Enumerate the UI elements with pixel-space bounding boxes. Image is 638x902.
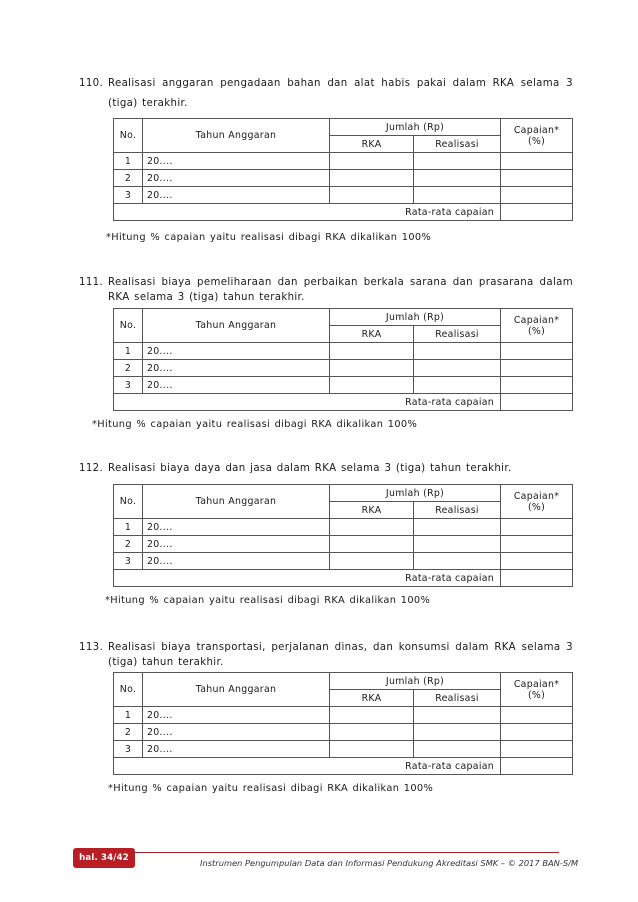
header-rka: RKA	[330, 502, 414, 519]
average-row	[114, 204, 573, 221]
question-111	[79, 275, 573, 305]
header-capaian-percent: (%)	[527, 689, 546, 701]
realisasi-cell	[414, 343, 501, 360]
row-number: 1	[114, 519, 143, 536]
calculation-note: *Hitung % capaian yaitu realisasi dibagi RKA dikalikan 100%	[105, 595, 431, 606]
realisasi-cell	[414, 519, 501, 536]
table-row	[114, 553, 573, 570]
rka-cell	[330, 519, 414, 536]
header-tahun-anggaran: Tahun Anggaran	[143, 485, 330, 519]
average-value-cell	[501, 758, 573, 775]
row-number: 2	[114, 724, 143, 741]
capaian-cell	[501, 343, 573, 360]
table-row	[114, 170, 573, 187]
average-row	[114, 758, 573, 775]
header-realisasi: Realisasi	[414, 690, 501, 707]
row-number: 2	[114, 360, 143, 377]
capaian-cell	[501, 153, 573, 170]
capaian-cell	[501, 741, 573, 758]
question-112	[79, 461, 573, 476]
capaian-cell	[501, 377, 573, 394]
capaian-cell	[501, 519, 573, 536]
question-text: Realisasi biaya transportasi, perjalanan dinas, dan konsumsi dalam RKA selama 3 (tiga) tahun terakhir.	[108, 642, 573, 668]
average-label: Rata-rata capaian	[114, 204, 501, 221]
rka-cell	[330, 170, 414, 187]
average-value-cell	[501, 394, 573, 411]
capaian-cell	[501, 553, 573, 570]
question-text: Realisasi biaya pemeliharaan dan perbaikan berkala sarana dan prasarana dalam RKA selama 3 (tiga) tahun terakhir.	[108, 277, 573, 303]
header-tahun-anggaran: Tahun Anggaran	[143, 673, 330, 707]
realisasi-cell	[414, 360, 501, 377]
realisasi-cell	[414, 707, 501, 724]
rka-cell	[330, 707, 414, 724]
capaian-cell	[501, 360, 573, 377]
header-capaian-percent: (%)	[527, 501, 546, 513]
table-row	[114, 724, 573, 741]
row-year: 20....	[143, 724, 330, 741]
realisasi-cell	[414, 170, 501, 187]
row-number: 3	[114, 377, 143, 394]
realisasi-cell	[414, 377, 501, 394]
average-row	[114, 394, 573, 411]
header-realisasi: Realisasi	[414, 326, 501, 343]
header-tahun-anggaran: Tahun Anggaran	[143, 309, 330, 343]
header-tahun-anggaran: Tahun Anggaran	[143, 119, 330, 153]
realisasi-cell	[414, 536, 501, 553]
average-row	[114, 570, 573, 587]
rka-cell	[330, 724, 414, 741]
question-110	[79, 74, 573, 114]
row-year: 20....	[143, 377, 330, 394]
question-number: 111.	[79, 277, 104, 288]
row-year: 20....	[143, 153, 330, 170]
realisasi-cell	[414, 724, 501, 741]
realisasi-cell	[414, 553, 501, 570]
row-number: 3	[114, 187, 143, 204]
header-capaian	[501, 485, 573, 519]
header-jumlah: Jumlah (Rp)	[330, 485, 501, 502]
realisasi-cell	[414, 187, 501, 204]
header-capaian-label: Capaian*	[513, 314, 560, 326]
rka-cell	[330, 553, 414, 570]
capaian-cell	[501, 536, 573, 553]
footer-divider	[73, 852, 559, 853]
average-label: Rata-rata capaian	[114, 394, 501, 411]
calculation-note: *Hitung % capaian yaitu realisasi dibagi RKA dikalikan 100%	[108, 783, 434, 794]
row-number: 3	[114, 741, 143, 758]
realisasi-cell	[414, 153, 501, 170]
budget-table	[113, 484, 573, 587]
row-year: 20....	[143, 519, 330, 536]
average-label: Rata-rata capaian	[114, 758, 501, 775]
header-capaian	[501, 309, 573, 343]
table-row	[114, 707, 573, 724]
realisasi-cell	[414, 741, 501, 758]
header-realisasi: Realisasi	[414, 502, 501, 519]
row-year: 20....	[143, 360, 330, 377]
rka-cell	[330, 377, 414, 394]
row-number: 1	[114, 707, 143, 724]
rka-cell	[330, 153, 414, 170]
table-row	[114, 536, 573, 553]
row-number: 3	[114, 553, 143, 570]
table-row	[114, 187, 573, 204]
budget-table	[113, 308, 573, 411]
average-value-cell	[501, 204, 573, 221]
row-number: 2	[114, 536, 143, 553]
header-rka: RKA	[330, 690, 414, 707]
rka-cell	[330, 187, 414, 204]
question-number: 113.	[79, 642, 104, 653]
row-number: 1	[114, 153, 143, 170]
question-number: 112.	[79, 463, 104, 474]
row-year: 20....	[143, 343, 330, 360]
header-no: No.	[114, 485, 143, 519]
header-capaian-label: Capaian*	[513, 124, 560, 136]
question-text: Realisasi anggaran pengadaan bahan dan alat habis pakai dalam RKA selama 3 (tiga) terakhir.	[108, 78, 573, 109]
rka-cell	[330, 741, 414, 758]
capaian-cell	[501, 707, 573, 724]
average-value-cell	[501, 570, 573, 587]
header-no: No.	[114, 309, 143, 343]
page-number-badge: hal. 34/42	[73, 848, 135, 868]
row-number: 1	[114, 343, 143, 360]
capaian-cell	[501, 170, 573, 187]
table-row	[114, 519, 573, 536]
header-rka: RKA	[330, 136, 414, 153]
row-year: 20....	[143, 536, 330, 553]
capaian-cell	[501, 187, 573, 204]
row-year: 20....	[143, 187, 330, 204]
row-year: 20....	[143, 170, 330, 187]
row-year: 20....	[143, 741, 330, 758]
header-capaian-label: Capaian*	[513, 678, 560, 690]
header-jumlah: Jumlah (Rp)	[330, 119, 501, 136]
table-row	[114, 153, 573, 170]
header-no: No.	[114, 673, 143, 707]
header-jumlah: Jumlah (Rp)	[330, 673, 501, 690]
header-no: No.	[114, 119, 143, 153]
header-jumlah: Jumlah (Rp)	[330, 309, 501, 326]
budget-table	[113, 672, 573, 775]
rka-cell	[330, 536, 414, 553]
table-row	[114, 741, 573, 758]
table-row	[114, 360, 573, 377]
question-number: 110.	[79, 78, 104, 89]
table-row	[114, 377, 573, 394]
header-capaian	[501, 119, 573, 153]
capaian-cell	[501, 724, 573, 741]
row-year: 20....	[143, 553, 330, 570]
calculation-note: *Hitung % capaian yaitu realisasi dibagi RKA dikalikan 100%	[92, 419, 418, 430]
row-number: 2	[114, 170, 143, 187]
header-realisasi: Realisasi	[414, 136, 501, 153]
question-113	[79, 640, 573, 670]
header-rka: RKA	[330, 326, 414, 343]
header-capaian	[501, 673, 573, 707]
question-text: Realisasi biaya daya dan jasa dalam RKA selama 3 (tiga) tahun terakhir.	[108, 463, 512, 474]
table-row	[114, 343, 573, 360]
budget-table	[113, 118, 573, 221]
rka-cell	[330, 343, 414, 360]
footer-text: Instrumen Pengumpulan Data dan Informasi Pendukung Akreditasi SMK – © 2017 BAN-S/M	[200, 858, 579, 868]
header-capaian-label: Capaian*	[513, 490, 560, 502]
row-year: 20....	[143, 707, 330, 724]
calculation-note: *Hitung % capaian yaitu realisasi dibagi RKA dikalikan 100%	[106, 232, 432, 243]
rka-cell	[330, 360, 414, 377]
header-capaian-percent: (%)	[527, 135, 546, 147]
header-capaian-percent: (%)	[527, 325, 546, 337]
average-label: Rata-rata capaian	[114, 570, 501, 587]
